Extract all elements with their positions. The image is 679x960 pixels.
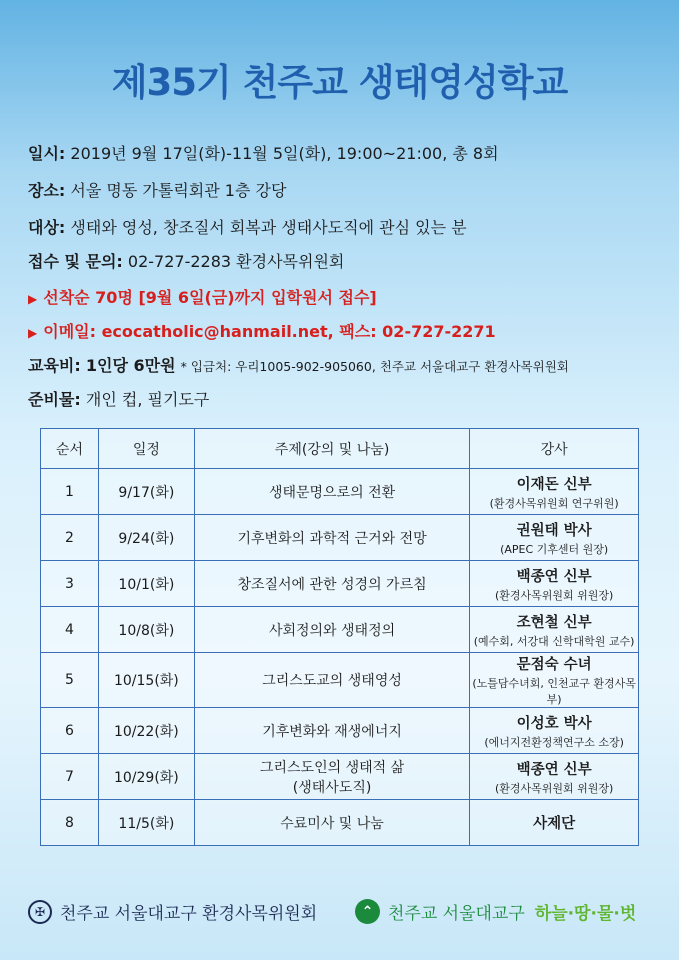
row-date: 10/15(화) xyxy=(98,653,194,708)
row-topic xyxy=(194,800,469,846)
row-topic xyxy=(194,515,469,561)
prep-label: 준비물: xyxy=(28,390,81,409)
topic-text: 기후변화의 과학적 근거와 전망 xyxy=(237,530,427,547)
row-date: 10/29(화) xyxy=(98,754,194,800)
fee-account: * 입금처: 우리1005-902-905060, 천주교 서울대교구 환경사목위원회 xyxy=(180,359,569,374)
header-order: 순서 xyxy=(41,429,99,469)
topic-subtext: (생태사도직) xyxy=(292,779,372,796)
contact-value: 02-727-2283 환경사목위원회 xyxy=(127,252,345,271)
table-row xyxy=(41,754,639,800)
place-label: 장소: xyxy=(28,181,66,200)
topic-text: 사회정의와 생태정의 xyxy=(268,622,396,639)
place-value: 서울 명동 가톨릭회관 1층 강당 xyxy=(70,181,287,200)
lecturer-affiliation: (노틀담수녀회, 인천교구 환경사목부) xyxy=(472,677,636,706)
info-place xyxy=(28,178,286,201)
footer-left xyxy=(28,899,317,924)
lecturer-name: 문점숙 수녀 xyxy=(516,657,592,673)
lecturer-affiliation: (환경사목위원회 위원장) xyxy=(494,781,614,795)
arrow-right-icon: ▶ xyxy=(28,326,38,340)
header-date: 일정 xyxy=(98,429,194,469)
row-number: 1 xyxy=(41,469,99,515)
row-lecturer xyxy=(470,607,639,653)
table-row xyxy=(41,800,639,846)
info-notice-capacity xyxy=(28,285,377,308)
row-number: 2 xyxy=(41,515,99,561)
target-label: 대상: xyxy=(28,218,66,237)
lecturer-affiliation: (환경사목위원회 위원장) xyxy=(494,588,614,602)
row-topic xyxy=(194,754,469,800)
topic-text: 생태문명으로의 전환 xyxy=(268,484,396,501)
table-row xyxy=(41,561,639,607)
notice-capacity-text: 선착순 70명 [9월 6일(금)까지 입학원서 접수] xyxy=(43,288,377,307)
topic-text: 창조질서에 관한 성경의 가르침 xyxy=(237,576,427,593)
info-notice-email xyxy=(28,319,496,342)
lecturer-name: 백종연 신부 xyxy=(516,568,592,585)
row-number: 4 xyxy=(41,607,99,653)
table-header-row xyxy=(41,429,639,469)
topic-text: 수료미사 및 나눔 xyxy=(280,815,384,832)
info-contact xyxy=(28,249,344,272)
row-lecturer xyxy=(470,653,639,708)
target-value: 생태와 영성, 창조질서 회복과 생태사도직에 관심 있는 분 xyxy=(70,218,467,237)
lecturer-name: 권원태 박사 xyxy=(516,522,592,539)
table-row xyxy=(41,708,639,754)
lecturer-name: 이성호 박사 xyxy=(516,715,592,732)
row-date: 10/1(화) xyxy=(98,561,194,607)
row-number: 6 xyxy=(41,708,99,754)
row-lecturer xyxy=(470,515,639,561)
row-topic xyxy=(194,561,469,607)
prep-value: 개인 컵, 필기도구 xyxy=(85,390,210,409)
footer-right xyxy=(355,899,636,924)
topic-text: 그리스도인의 생태적 삶 xyxy=(259,759,405,776)
row-number: 8 xyxy=(41,800,99,846)
table-row xyxy=(41,607,639,653)
row-number: 5 xyxy=(41,653,99,708)
row-topic xyxy=(194,607,469,653)
row-date: 9/17(화) xyxy=(98,469,194,515)
table-row xyxy=(41,469,639,515)
row-lecturer xyxy=(470,800,639,846)
row-lecturer xyxy=(470,469,639,515)
row-topic xyxy=(194,708,469,754)
table-row xyxy=(41,515,639,561)
lecturer-name: 백종연 신부 xyxy=(516,761,592,778)
fee-label: 교육비: xyxy=(28,356,81,375)
lecturer-name: 이재돈 신부 xyxy=(516,476,592,493)
date-value: 2019년 9월 17일(화)-11월 5일(화), 19:00~21:00, 총 8회 xyxy=(70,144,499,163)
lecturer-affiliation: (환경사목위원회 연구위원) xyxy=(489,496,619,510)
date-label: 일시: xyxy=(28,144,66,163)
lecturer-name: 사제단 xyxy=(533,816,576,832)
info-fee xyxy=(28,353,569,376)
table-row xyxy=(41,653,639,708)
footer xyxy=(0,895,679,931)
row-number: 7 xyxy=(41,754,99,800)
info-target xyxy=(28,215,467,238)
lecturer-affiliation: (APEC 기후센터 원장) xyxy=(500,542,609,556)
info-prep xyxy=(28,387,209,410)
row-date: 10/22(화) xyxy=(98,708,194,754)
lecturer-affiliation: (에너지전환정책연구소 소장) xyxy=(484,735,624,749)
topic-text: 그리스도교의 생태영성 xyxy=(262,673,402,689)
row-number: 3 xyxy=(41,561,99,607)
footer-left-text: 천주교 서울대교구 환경사목위원회 xyxy=(60,904,318,924)
topic-text: 기후변화와 재생에너지 xyxy=(262,723,402,740)
info-date xyxy=(28,141,499,164)
footer-right-text: 천주교 서울대교구 xyxy=(388,904,525,924)
row-date: 10/8(화) xyxy=(98,607,194,653)
row-topic xyxy=(194,653,469,708)
schedule-table xyxy=(40,428,639,846)
row-lecturer xyxy=(470,561,639,607)
notice-email-text: 이메일: ecocatholic@hanmail.net, 팩스: 02-727-2271 xyxy=(43,322,496,341)
header-topic: 주제(강의 및 나눔) xyxy=(194,429,469,469)
environment-logo-icon: ⌃ xyxy=(355,899,380,924)
header-lecturer: 강사 xyxy=(470,429,639,469)
row-lecturer xyxy=(470,754,639,800)
footer-brand: 하늘·땅·물·벗 xyxy=(534,904,637,924)
contact-label: 접수 및 문의: xyxy=(28,252,123,271)
row-topic xyxy=(194,469,469,515)
row-date: 9/24(화) xyxy=(98,515,194,561)
row-date: 11/5(화) xyxy=(98,800,194,846)
lecturer-affiliation: (예수회, 서강대 신학대학원 교수) xyxy=(473,634,635,648)
page-title: 제35기 천주교 생태영성학교 xyxy=(111,61,568,104)
archdiocese-emblem-icon: ✠ xyxy=(28,900,52,924)
fee-value: 1인당 6만원 xyxy=(85,356,176,375)
lecturer-name: 조현철 신부 xyxy=(516,614,592,631)
row-lecturer xyxy=(470,708,639,754)
arrow-right-icon: ▶ xyxy=(28,292,38,306)
